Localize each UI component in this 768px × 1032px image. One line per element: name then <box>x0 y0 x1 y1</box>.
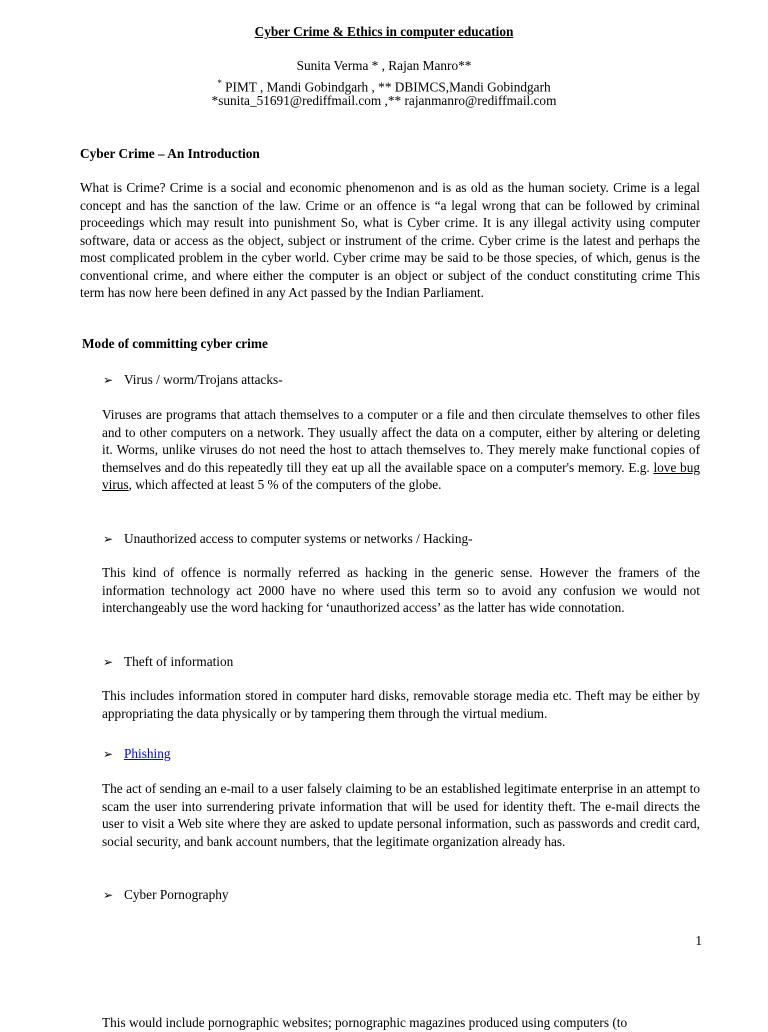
arrow-bullet-icon: ➢ <box>103 532 114 546</box>
virus-paragraph <box>102 406 700 494</box>
virus-text-after: , which affected at least 5 % of the computers of the globe. <box>128 477 442 492</box>
arrow-bullet-icon: ➢ <box>103 747 114 761</box>
bullet-phishing <box>103 745 171 764</box>
modes-heading: Mode of committing cyber crime <box>82 336 268 351</box>
hacking-paragraph: This kind of offence is normally referred as hacking in the generic sense. However the framers of the information technology act 2000 have no where used this term so to avoid any confusion we would not interchangeably use the word hacking for ‘unauthorized access’ as the latter has wide connotation. <box>102 565 700 615</box>
authors-line: Sunita Verma * , Rajan Manro** <box>296 58 472 73</box>
arrow-bullet-icon: ➢ <box>103 888 114 902</box>
virus-text-before: Viruses are programs that attach themselves to a computer or a file and then circulate themselves to other files and to other computers on a network. They usually affect the data on a computer, either by altering or deleting it. Worms, unlike viruses do not need the host to attach themselves to. They merely make functional copies of themselves and do this repeatedly till they eat up all the available space on a computer's memory. E.g. <box>102 407 700 475</box>
bullet-porn-label: Cyber Pornography <box>124 887 229 902</box>
bullet-theft <box>103 653 233 672</box>
love-bug-virus-link[interactable]: love bug virus <box>102 459 700 492</box>
bullet-theft-label: Theft of information <box>124 654 234 669</box>
phishing-link[interactable]: Phishing <box>124 746 171 761</box>
document-title: Cyber Crime & Ethics in computer education <box>254 24 514 39</box>
arrow-bullet-icon: ➢ <box>103 655 114 669</box>
intro-paragraph: What is Crime? Crime is a social and economic phenomenon and is as old as the human society. Crime is a legal concept and has the sanction of the law. Crime or an offence is “a legal wrong that can be followed by criminal proceedings which may result into punishment So, what is Cyber crime. It is any illegal activity using computer software, data or access as the object, subject or instrument of the crime. Cyber crime is the latest and perhaps the most complicated problem in the cyber world. Cyber crime may be said to be those species, of which, genus is the conventional crime, and where either the computer is an object or subject of the conduct constituting crime This term has now here been defined in any Act passed by the Indian Parliament. <box>80 180 700 300</box>
phishing-paragraph: The act of sending an e-mail to a user falsely claiming to be an established legitimate enterprise in an attempt to scam the user into surrendering private information that will be used for identity theft. The e-mail directs the user to visit a Web site where they are asked to update personal information, such as passwords and credit card, social security, and bank account numbers, that the legitimate organization already has. <box>102 781 700 849</box>
arrow-bullet-icon: ➢ <box>103 373 114 387</box>
intro-heading: Cyber Crime – An Introduction <box>80 146 260 161</box>
bullet-hacking <box>103 530 473 549</box>
bullet-virus <box>103 371 283 390</box>
bullet-virus-label: Virus / worm/Trojans attacks- <box>124 372 283 387</box>
theft-paragraph: This includes information stored in computer hard disks, removable storage media etc. Theft may be either by appropriating the data physically or by tampering them through the virtual medium. <box>102 688 700 721</box>
page-break <box>0 968 768 1014</box>
bullet-hacking-label: Unauthorized access to computer systems or networks / Hacking- <box>124 531 473 546</box>
affiliation-text: PIMT , Mandi Gobindgarh , ** DBIMCS,Mandi Gobindgarh <box>221 79 551 95</box>
next-page-paragraph: This would include pornographic websites; pornographic magazines produced using computers (to <box>102 1015 628 1030</box>
affiliation-mark: * <box>217 78 222 88</box>
emails-line: *sunita_51691@rediffmail.com ,** rajanmanro@rediffmail.com <box>211 93 557 108</box>
page-number: 1 <box>695 933 702 948</box>
bullet-porn <box>103 886 229 905</box>
